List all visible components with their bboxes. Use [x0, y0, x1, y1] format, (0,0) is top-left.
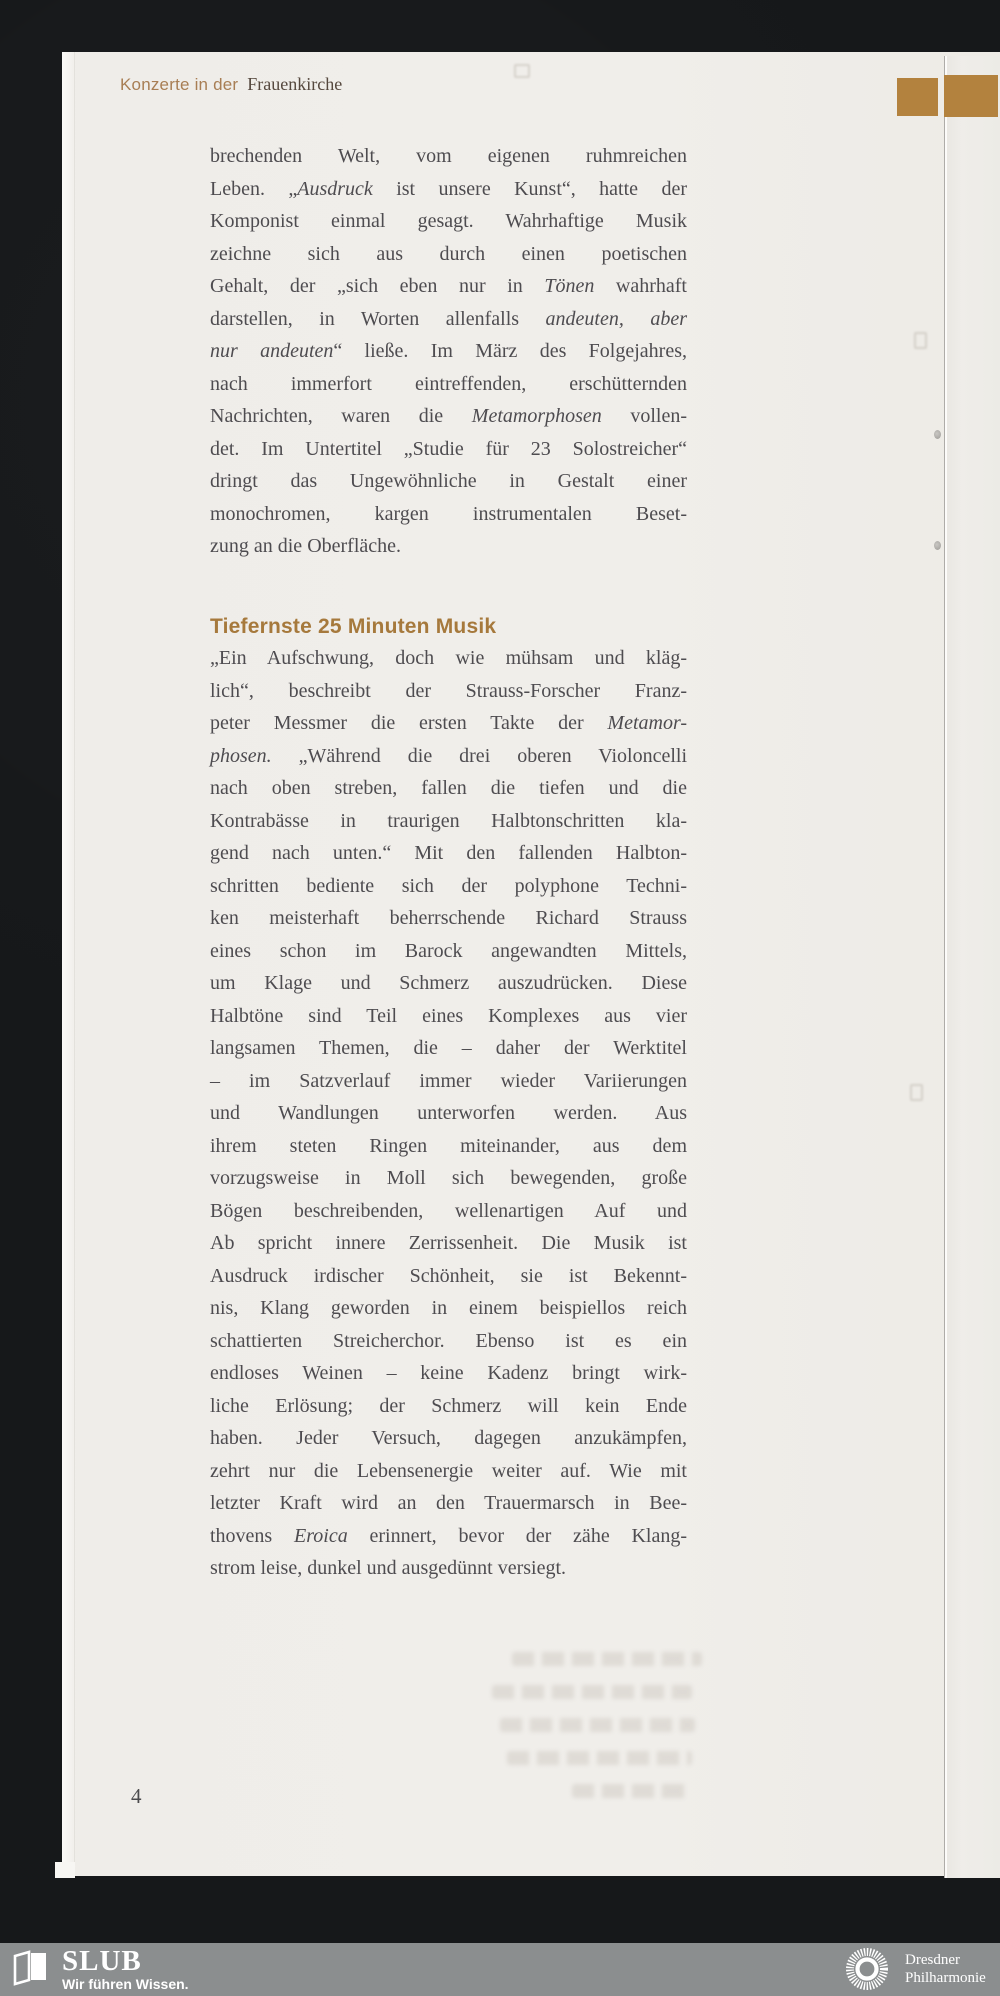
text-line: Komponist einmal gesagt. Wahrhaftige Musik — [210, 210, 687, 232]
staple-mark — [934, 430, 941, 439]
text-line: dringt das Ungewöhnliche in Gestalt einer — [210, 470, 687, 492]
text-line: det. Im Untertitel „Studie für 23 Solostreicher“ — [210, 437, 687, 460]
text-line: Gehalt, der „sich eben nur in Tönen wahrhaft — [210, 275, 687, 297]
text-line: haben. Jeder Versuch, dagegen anzukämpfen, — [210, 1427, 687, 1449]
bleedthrough-ghost-text — [492, 1652, 702, 1817]
bleedthrough-mark — [914, 332, 927, 349]
text-line: eines schon im Barock angewandten Mittels, — [210, 939, 687, 962]
text-line: monochromen, kargen instrumentalen Beset- — [210, 502, 687, 525]
adjacent-page-strip — [944, 56, 1000, 1878]
text-line: Ausdruck irdischer Schönheit, sie ist Bekennt- — [210, 1264, 687, 1287]
paragraph-2 — [210, 642, 687, 1585]
text-line: langsamen Themen, die – daher der Werktitel — [210, 1037, 687, 1059]
text-line: letzter Kraft wird an den Trauermarsch in Bee- — [210, 1492, 687, 1514]
text-line: liche Erlösung; der Schmerz will kein Ende — [210, 1394, 687, 1417]
bleedthrough-mark — [514, 64, 530, 78]
text-line: „Ein Aufschwung, doch wie mühsam und kläg- — [210, 647, 687, 669]
text-line: Halbtöne sind Teil eines Komplexes aus vier — [210, 1004, 687, 1027]
text-line: endloses Weinen – keine Kadenz bringt wirk- — [210, 1362, 687, 1384]
text-line: zung an die Oberfläche. — [210, 535, 402, 557]
orchestra-name — [905, 1951, 986, 1987]
text-line: – im Satzverlauf immer wieder Variierungen — [210, 1069, 687, 1092]
scanned-page — [62, 52, 1000, 1876]
slub-wordmark-group — [62, 1946, 189, 1992]
text-line: zeichne sich aus durch einen poetischen — [210, 242, 687, 265]
text-line: ihrem steten Ringen miteinander, aus dem — [210, 1134, 687, 1157]
viewer-footer-bar — [0, 1943, 1000, 1996]
text-line: ken meisterhaft beherrschende Richard Strauss — [210, 907, 687, 929]
staple-mark — [934, 541, 941, 550]
text-line: brechenden Welt, vom eigenen ruhmreichen — [210, 145, 687, 167]
text-line: phosen. „Während die drei oberen Violoncelli — [210, 744, 687, 767]
text-line: Kontrabässe in traurigen Halbtonschritten kla- — [210, 809, 687, 832]
text-line: nach oben streben, fallen die tiefen und die — [210, 777, 687, 799]
bronze-corner-tab — [897, 78, 938, 116]
dresdner-philharmonie-logo-link[interactable] — [843, 1945, 986, 1993]
text-line: nur andeuten“ ließe. Im März des Folgejahres, — [210, 340, 687, 362]
section-heading: Tiefernste 25 Minuten Musik — [210, 615, 497, 638]
text-line: zehrt nur die Lebensenergie weiter auf. Wie mit — [210, 1459, 687, 1482]
bleedthrough-mark — [910, 1084, 923, 1101]
text-line: gend nach unten.“ Mit den fallenden Halbton- — [210, 842, 687, 864]
under-page-edge — [55, 1862, 75, 1878]
text-line: Ab spricht innere Zerrissenheit. Die Musik ist — [210, 1232, 687, 1254]
text-line: Bögen beschreibenden, wellenartigen Auf und — [210, 1199, 687, 1222]
slub-logo-link[interactable] — [12, 1946, 189, 1992]
orchestra-name-line2: Philharmonie — [905, 1970, 986, 1986]
slub-wordmark: SLUB — [62, 1945, 142, 1977]
page-edge-sliver — [62, 52, 75, 1876]
text-line: schattierten Streicherchor. Ebenso ist es ein — [210, 1329, 687, 1352]
text-line: und Wandlungen unterworfen werden. Aus — [210, 1102, 687, 1124]
running-header-series: Konzerte in der — [120, 75, 239, 94]
page-number: 4 — [131, 1784, 142, 1808]
paragraph-1 — [210, 140, 687, 563]
running-header — [120, 74, 342, 95]
starburst-icon — [843, 1945, 891, 1993]
orchestra-name-line1: Dresdner — [905, 1952, 960, 1968]
text-line: schritten bediente sich der polyphone Techni- — [210, 874, 687, 897]
bronze-corner-tab-right — [944, 75, 998, 117]
text-line: vorzugsweise in Moll sich bewegenden, große — [210, 1167, 687, 1189]
text-line: Nachrichten, waren die Metamorphosen vollen- — [210, 405, 688, 427]
text-line: nach immerfort eintreffenden, erschütternden — [210, 372, 687, 395]
text-line: lich“, beschreibt der Strauss-Forscher Franz- — [210, 679, 687, 702]
running-header-title: Frauenkirche — [247, 74, 343, 94]
text-line: nis, Klang geworden in einem beispiellos reich — [210, 1297, 687, 1319]
text-line: darstellen, in Worten allenfalls andeuten, aber — [210, 307, 687, 330]
text-line: peter Messmer die ersten Takte der Metamor- — [210, 712, 687, 734]
text-line: strom leise, dunkel und ausgedünnt versiegt. — [210, 1557, 567, 1579]
text-line: thovens Eroica erinnert, bevor der zähe Klang- — [210, 1524, 687, 1547]
text-line: um Klage und Schmerz auszudrücken. Diese — [210, 972, 687, 994]
slub-slogan: Wir führen Wissen. — [62, 1976, 189, 1992]
open-book-icon — [12, 1949, 48, 1987]
text-line: Leben. „Ausdruck ist unsere Kunst“, hatte der — [210, 177, 687, 200]
